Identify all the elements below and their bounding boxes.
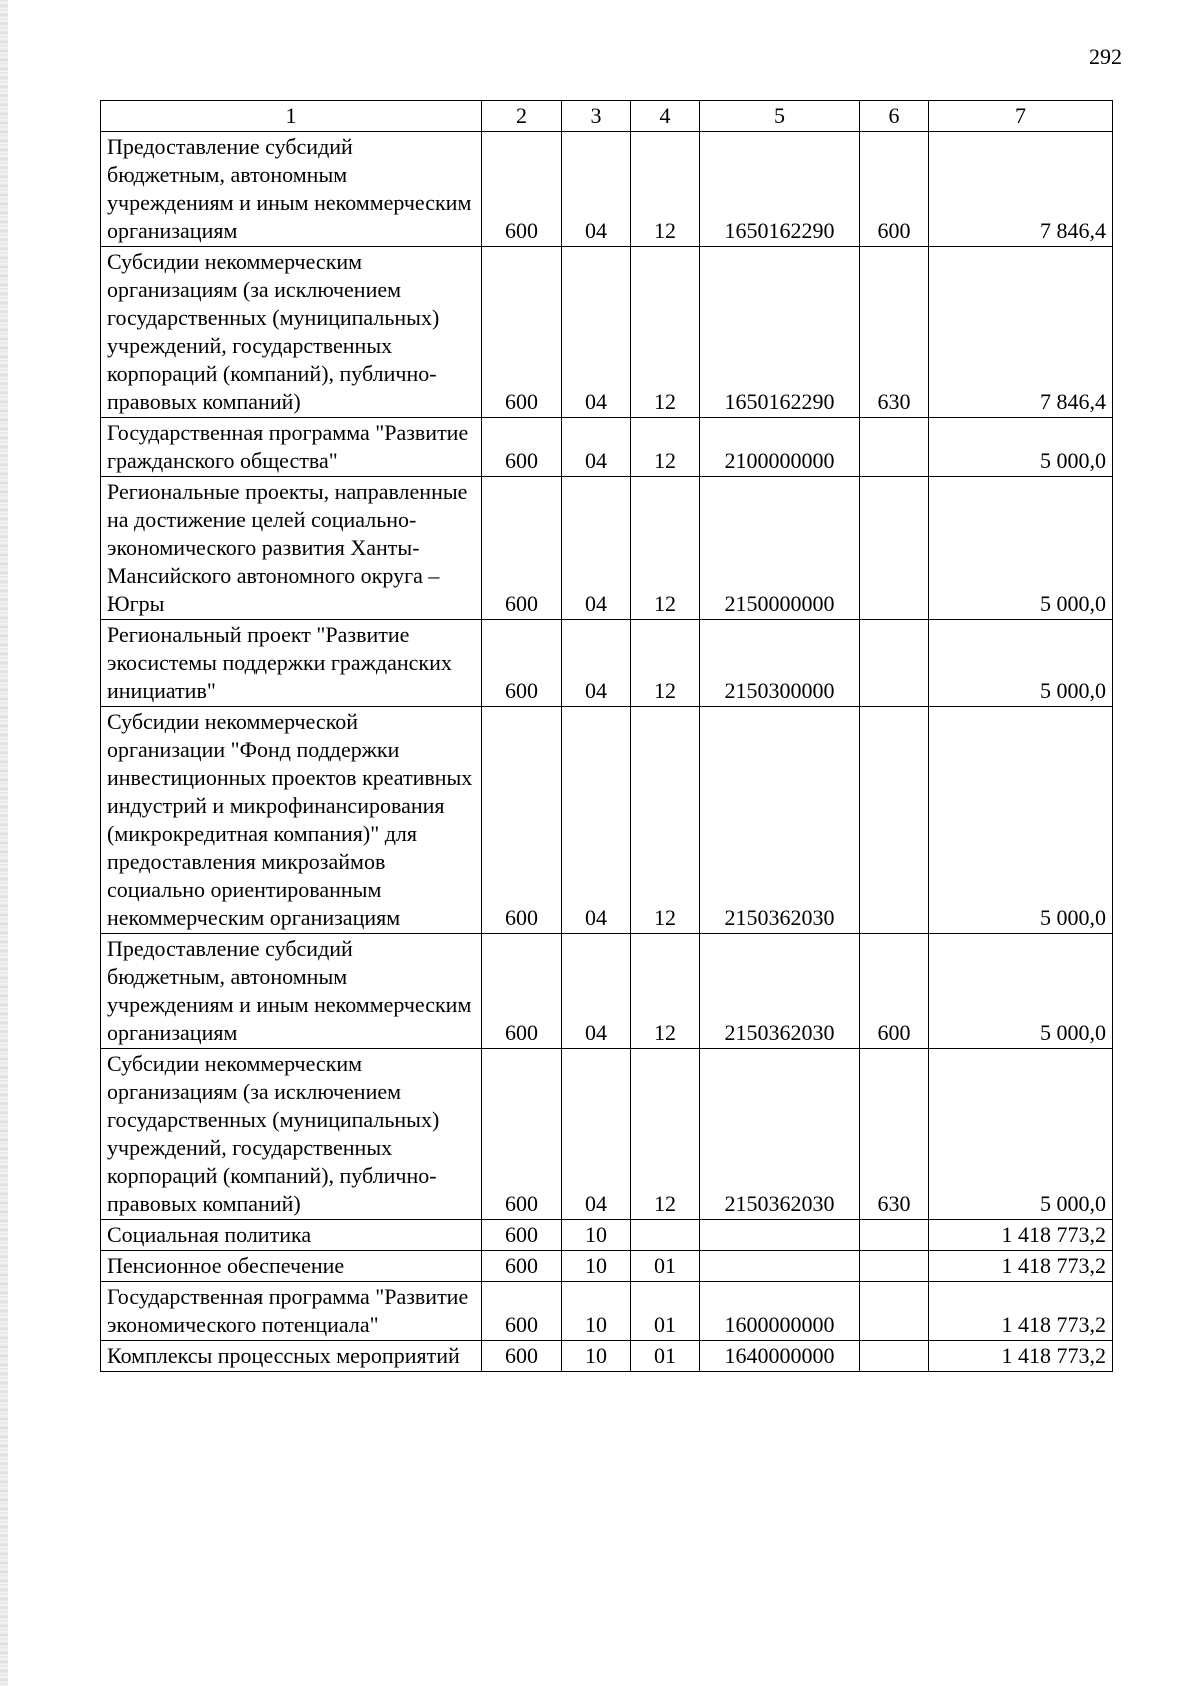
row-expense-type: 600 (860, 132, 929, 247)
row-section-code: 04 (562, 620, 631, 707)
row-subsection-code: 12 (631, 934, 700, 1049)
table-row (101, 620, 1113, 707)
table-row (101, 132, 1113, 247)
row-section-code: 04 (562, 1049, 631, 1220)
table-row (101, 1049, 1113, 1220)
row-ministry-code: 600 (482, 477, 562, 620)
row-target-article: 1650162290 (700, 132, 860, 247)
header-cell-5: 5 (700, 101, 860, 132)
row-target-article: 2150000000 (700, 477, 860, 620)
row-name-cell: Региональный проект "Развитие экосистемы поддержки гражданских инициатив" (101, 620, 482, 707)
table-row (101, 1282, 1113, 1341)
row-ministry-code: 600 (482, 620, 562, 707)
row-ministry-code: 600 (482, 934, 562, 1049)
row-expense-type: 630 (860, 1049, 929, 1220)
header-row (101, 101, 1113, 132)
row-subsection-code: 12 (631, 477, 700, 620)
row-ministry-code: 600 (482, 247, 562, 418)
header-cell-2: 2 (482, 101, 562, 132)
table-row (101, 1341, 1113, 1372)
row-amount: 7 846,4 (929, 132, 1113, 247)
row-amount: 1 418 773,2 (929, 1341, 1113, 1372)
row-name-cell: Предоставление субсидий бюджетным, автономным учреждениям и иным некоммерческим организациям (101, 934, 482, 1049)
row-ministry-code: 600 (482, 1282, 562, 1341)
row-section-code: 04 (562, 418, 631, 477)
row-amount: 5 000,0 (929, 620, 1113, 707)
table-row (101, 1251, 1113, 1282)
row-amount: 5 000,0 (929, 1049, 1113, 1220)
row-subsection-code: 01 (631, 1341, 700, 1372)
row-name-cell: Субсидии некоммерческим организациям (за исключением государственных (муниципальных) учреждений, государственных корпораций (компаний), публично-правовых компаний) (101, 247, 482, 418)
row-expense-type: 630 (860, 247, 929, 418)
row-amount: 1 418 773,2 (929, 1251, 1113, 1282)
table-header (101, 101, 1113, 132)
table-row (101, 477, 1113, 620)
row-subsection-code: 12 (631, 620, 700, 707)
row-ministry-code: 600 (482, 1220, 562, 1251)
row-ministry-code: 600 (482, 707, 562, 934)
row-name-cell: Пенсионное обеспечение (101, 1251, 482, 1282)
row-amount: 5 000,0 (929, 707, 1113, 934)
row-target-article (700, 1220, 860, 1251)
table-body (101, 132, 1113, 1372)
row-target-article: 2150300000 (700, 620, 860, 707)
table-row (101, 707, 1113, 934)
header-cell-6: 6 (860, 101, 929, 132)
row-section-code: 04 (562, 934, 631, 1049)
row-amount: 5 000,0 (929, 477, 1113, 620)
row-target-article: 1640000000 (700, 1341, 860, 1372)
row-amount: 7 846,4 (929, 247, 1113, 418)
row-name-cell: Субсидии некоммерческим организациям (за исключением государственных (муниципальных) учреждений, государственных корпораций (компаний), публично-правовых компаний) (101, 1049, 482, 1220)
row-target-article: 2100000000 (700, 418, 860, 477)
row-expense-type (860, 1251, 929, 1282)
header-cell-4: 4 (631, 101, 700, 132)
row-subsection-code: 01 (631, 1282, 700, 1341)
row-ministry-code: 600 (482, 1251, 562, 1282)
row-amount: 1 418 773,2 (929, 1282, 1113, 1341)
row-expense-type (860, 1220, 929, 1251)
row-section-code: 10 (562, 1341, 631, 1372)
row-target-article: 2150362030 (700, 934, 860, 1049)
row-expense-type: 600 (860, 934, 929, 1049)
row-target-article: 2150362030 (700, 707, 860, 934)
row-ministry-code: 600 (482, 132, 562, 247)
row-expense-type (860, 1282, 929, 1341)
row-expense-type (860, 418, 929, 477)
table-row (101, 1220, 1113, 1251)
row-name-cell: Субсидии некоммерческой организации "Фонд поддержки инвестиционных проектов креативных индустрий и микрофинансирования (микрокредитная компания)" для предоставления микрозаймов социально ориентированным некоммерческим организациям (101, 707, 482, 934)
budget-table (100, 100, 1113, 1372)
row-name-cell: Социальная политика (101, 1220, 482, 1251)
row-amount: 5 000,0 (929, 934, 1113, 1049)
row-target-article: 1600000000 (700, 1282, 860, 1341)
row-subsection-code: 12 (631, 707, 700, 934)
row-target-article: 1650162290 (700, 247, 860, 418)
scan-edge-artifact (0, 0, 8, 1686)
row-section-code: 04 (562, 707, 631, 934)
row-expense-type (860, 1341, 929, 1372)
page-number: 292 (1089, 44, 1122, 69)
row-section-code: 04 (562, 132, 631, 247)
row-ministry-code: 600 (482, 1049, 562, 1220)
row-section-code: 10 (562, 1251, 631, 1282)
row-subsection-code: 12 (631, 247, 700, 418)
row-name-cell: Государственная программа "Развитие экономического потенциала" (101, 1282, 482, 1341)
row-section-code: 04 (562, 247, 631, 418)
row-name-cell: Комплексы процессных мероприятий (101, 1341, 482, 1372)
row-name-cell: Государственная программа "Развитие гражданского общества" (101, 418, 482, 477)
row-ministry-code: 600 (482, 418, 562, 477)
row-name-cell: Региональные проекты, направленные на достижение целей социально-экономического развития Ханты-Мансийского автономного округа – Югры (101, 477, 482, 620)
row-subsection-code: 01 (631, 1251, 700, 1282)
row-section-code: 10 (562, 1220, 631, 1251)
table-row (101, 934, 1113, 1049)
row-expense-type (860, 620, 929, 707)
header-cell-1: 1 (101, 101, 482, 132)
row-subsection-code: 12 (631, 1049, 700, 1220)
row-amount: 5 000,0 (929, 418, 1113, 477)
row-subsection-code: 12 (631, 418, 700, 477)
row-target-article (700, 1251, 860, 1282)
row-subsection-code (631, 1220, 700, 1251)
row-section-code: 04 (562, 477, 631, 620)
table-row (101, 247, 1113, 418)
row-target-article: 2150362030 (700, 1049, 860, 1220)
header-cell-3: 3 (562, 101, 631, 132)
table-row (101, 418, 1113, 477)
row-ministry-code: 600 (482, 1341, 562, 1372)
row-subsection-code: 12 (631, 132, 700, 247)
row-expense-type (860, 477, 929, 620)
row-section-code: 10 (562, 1282, 631, 1341)
row-name-cell: Предоставление субсидий бюджетным, автономным учреждениям и иным некоммерческим организациям (101, 132, 482, 247)
row-expense-type (860, 707, 929, 934)
header-cell-7: 7 (929, 101, 1113, 132)
row-amount: 1 418 773,2 (929, 1220, 1113, 1251)
